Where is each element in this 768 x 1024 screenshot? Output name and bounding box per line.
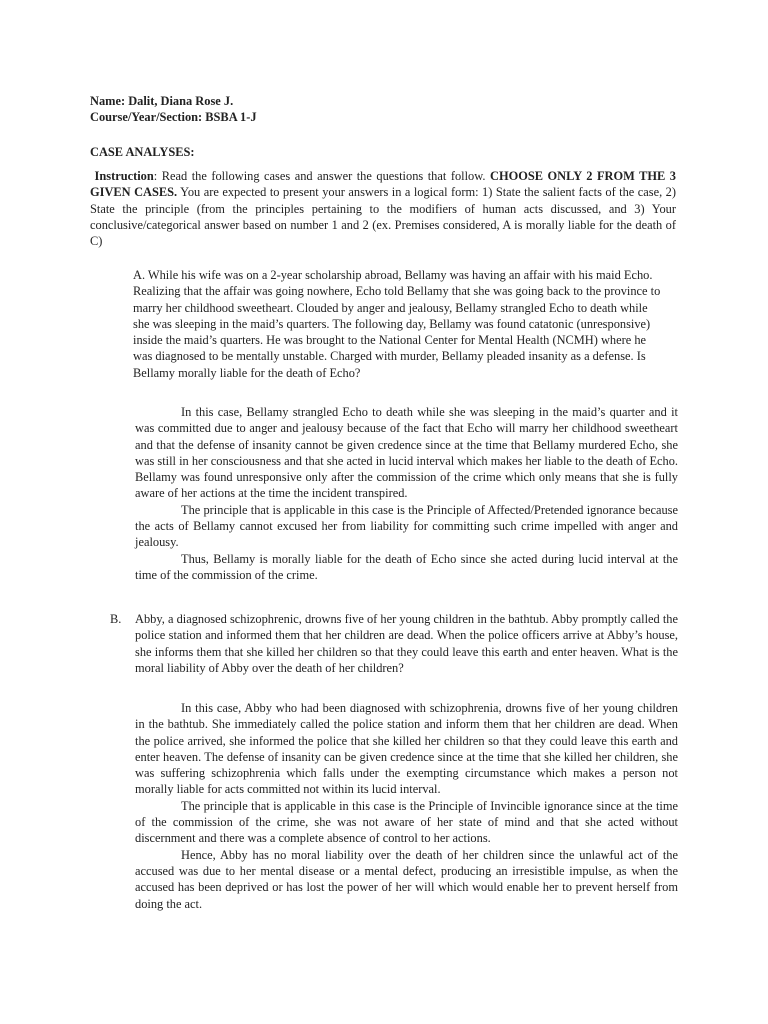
instruction-paragraph xyxy=(90,168,676,249)
student-name: Name: Dalit, Diana Rose J. xyxy=(90,94,234,108)
instruction-text-after: You are expected to present your answers in a logical form: 1) State the salient facts of the case, 2) State the principle (from the principles pertaining to the modifiers of human acts discussed, and 3) Your conclusive/categorical answer based on number 1 and 2 (ex. Premises considered, A is morally liable for the death of C) xyxy=(90,185,676,249)
student-header xyxy=(90,93,257,126)
instruction-text-before: : Read the following cases and answer the questions that follow. xyxy=(153,169,490,183)
course-year-section: Course/Year/Section: BSBA 1-J xyxy=(90,110,257,125)
case-b-answer xyxy=(135,700,678,912)
case-a-facts-paragraph: In this case, Bellamy strangled Echo to death while she was sleeping in the maid’s quarter and it was committed due to anger and jealousy because of the fact that Echo will marry her childhood sweetheart and that the defense of insanity cannot be given credence since at the time that Bellamy murdered Echo, she was still in her consciousness and that she acted in lucid interval which makes her liable to the death of Echo. Bellamy was found unresponsive only after the commission of the crime which only means that she is fully aware of her actions at the time the incident transpired. xyxy=(135,405,678,501)
case-a-conclusion-paragraph: Thus, Bellamy is morally liable for the death of Echo since she acted during lucid interval at the time of the commission of the crime. xyxy=(135,551,678,582)
case-a-answer xyxy=(135,404,678,583)
case-b-facts-paragraph: In this case, Abby who had been diagnosed with schizophrenia, drowns five of her young children in the bathtub. She immediately called the police station and inform them that her children are dead. When the police arrived, she informed the police that she killed her children so that they could leave this earth and enter heaven. The defense of insanity can be given credence since at the time that she killed her children, she was suffering schizophrenia which falls under the exempting circumstance which makes a person not morally liable for acts committed not within its lucid interval. xyxy=(135,701,678,797)
instruction-emphasis: CHOOSE ONLY 2 FROM THE 3 GIVEN CASES. xyxy=(90,169,677,200)
case-b-conclusion-paragraph: Hence, Abby has no moral liability over the death of her children since the unlawful act of the accused was due to her mental disease or a mental defect, producing an irresistible impulse, as when the accused has been deprived or has lost the power of her will which would enable her to prevent herself from doing the act. xyxy=(135,847,678,911)
case-b-letter: B. xyxy=(110,612,122,626)
instruction-label: Instruction xyxy=(94,169,154,183)
case-b-principle-paragraph: The principle that is applicable in this case is the Principle of Invincible ignorance since at the time of the commission of the crime, she was not aware of her state of mind and that she acted without discernment and there was a complete absence of control to her actions. xyxy=(135,798,678,846)
case-b-question: Abby, a diagnosed schizophrenic, drowns five of her young children in the bathtub. Abby promptly called the police station and informed them that her children are dead. When the police officers arrive at Abby’s house, she informs them that she killed her children so that they could leave this earth and enter heaven. What is the moral liability of Abby over the death of her children? xyxy=(135,612,678,675)
case-a-principle-paragraph: The principle that is applicable in this case is the Principle of Affected/Pretended ignorance because the acts of Bellamy cannot excused her from liability for committing such crime impelled with anger and jealousy. xyxy=(135,502,678,550)
case-analyses-heading: CASE ANALYSES: xyxy=(90,145,195,159)
case-b xyxy=(110,611,678,676)
case-a-question: A. While his wife was on a 2-year scholarship abroad, Bellamy was having an affair with his maid Echo. Realizing that the affair was going nowhere, Echo told Bellamy that she was going back to the province to marry her childhood sweetheart. Clouded by anger and jealousy, Bellamy strangled Echo to death while she was sleeping in the maid’s quarters. The following day, Bellamy was found catatonic (unresponsive) inside the maid’s quarters. He was brought to the National Center for Mental Health (NCMH) where he was diagnosed to be mentally unstable. Charged with murder, Bellamy pleaded insanity as a defense. Is Bellamy morally liable for the death of Echo? xyxy=(133,268,661,380)
